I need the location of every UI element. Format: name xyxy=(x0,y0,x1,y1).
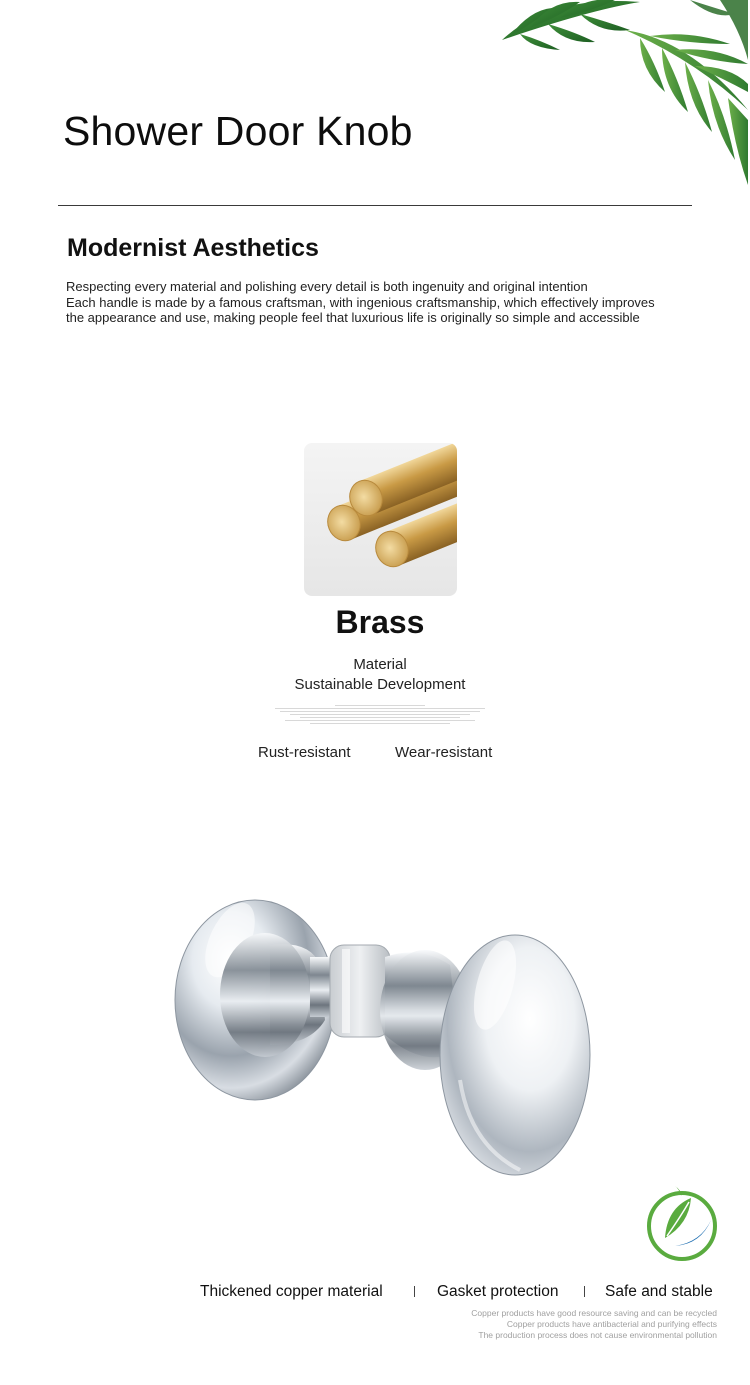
page-title: Shower Door Knob xyxy=(63,108,413,154)
chrome-knob-image xyxy=(160,845,610,1195)
feature-rust-resistant: Rust-resistant xyxy=(258,744,351,761)
intro-line: the appearance and use, making people feel that luxurious life is originally so simple and accessible xyxy=(66,310,640,325)
intro-line: Each handle is made by a famous craftsman, with ingenious craftsmanship, which effectively improves xyxy=(66,294,655,310)
tropical-leaves-icon xyxy=(490,0,750,190)
intro-line: Respecting every material and polishing every detail is both ingenuity and original intention xyxy=(66,279,588,294)
material-line: Material xyxy=(353,656,407,673)
product-notes xyxy=(471,1308,717,1341)
note-line: Copper products have good resource saving and can be recycled xyxy=(471,1308,717,1318)
material-name: Brass xyxy=(335,604,425,640)
note-line: The production process does not cause environmental pollution xyxy=(478,1330,717,1340)
feature-wear-resistant: Wear-resistant xyxy=(395,744,493,761)
feature-separator xyxy=(584,1286,585,1297)
material-description xyxy=(0,655,750,695)
feature-separator xyxy=(414,1286,415,1297)
brass-rods-image xyxy=(304,443,457,596)
feature-safe-stable: Safe and stable xyxy=(605,1283,713,1300)
feature-gasket-protection: Gasket protection xyxy=(437,1283,559,1300)
section-heading: Modernist Aesthetics xyxy=(67,234,319,262)
decorative-fine-print xyxy=(270,705,490,726)
note-line: Copper products have antibacterial and purifying effects xyxy=(506,1319,717,1329)
feature-thickened-copper: Thickened copper material xyxy=(200,1283,383,1300)
material-line: Sustainable Development xyxy=(294,676,466,693)
eco-leaf-icon xyxy=(645,1186,719,1262)
intro-text xyxy=(66,279,706,326)
title-divider xyxy=(58,205,692,206)
